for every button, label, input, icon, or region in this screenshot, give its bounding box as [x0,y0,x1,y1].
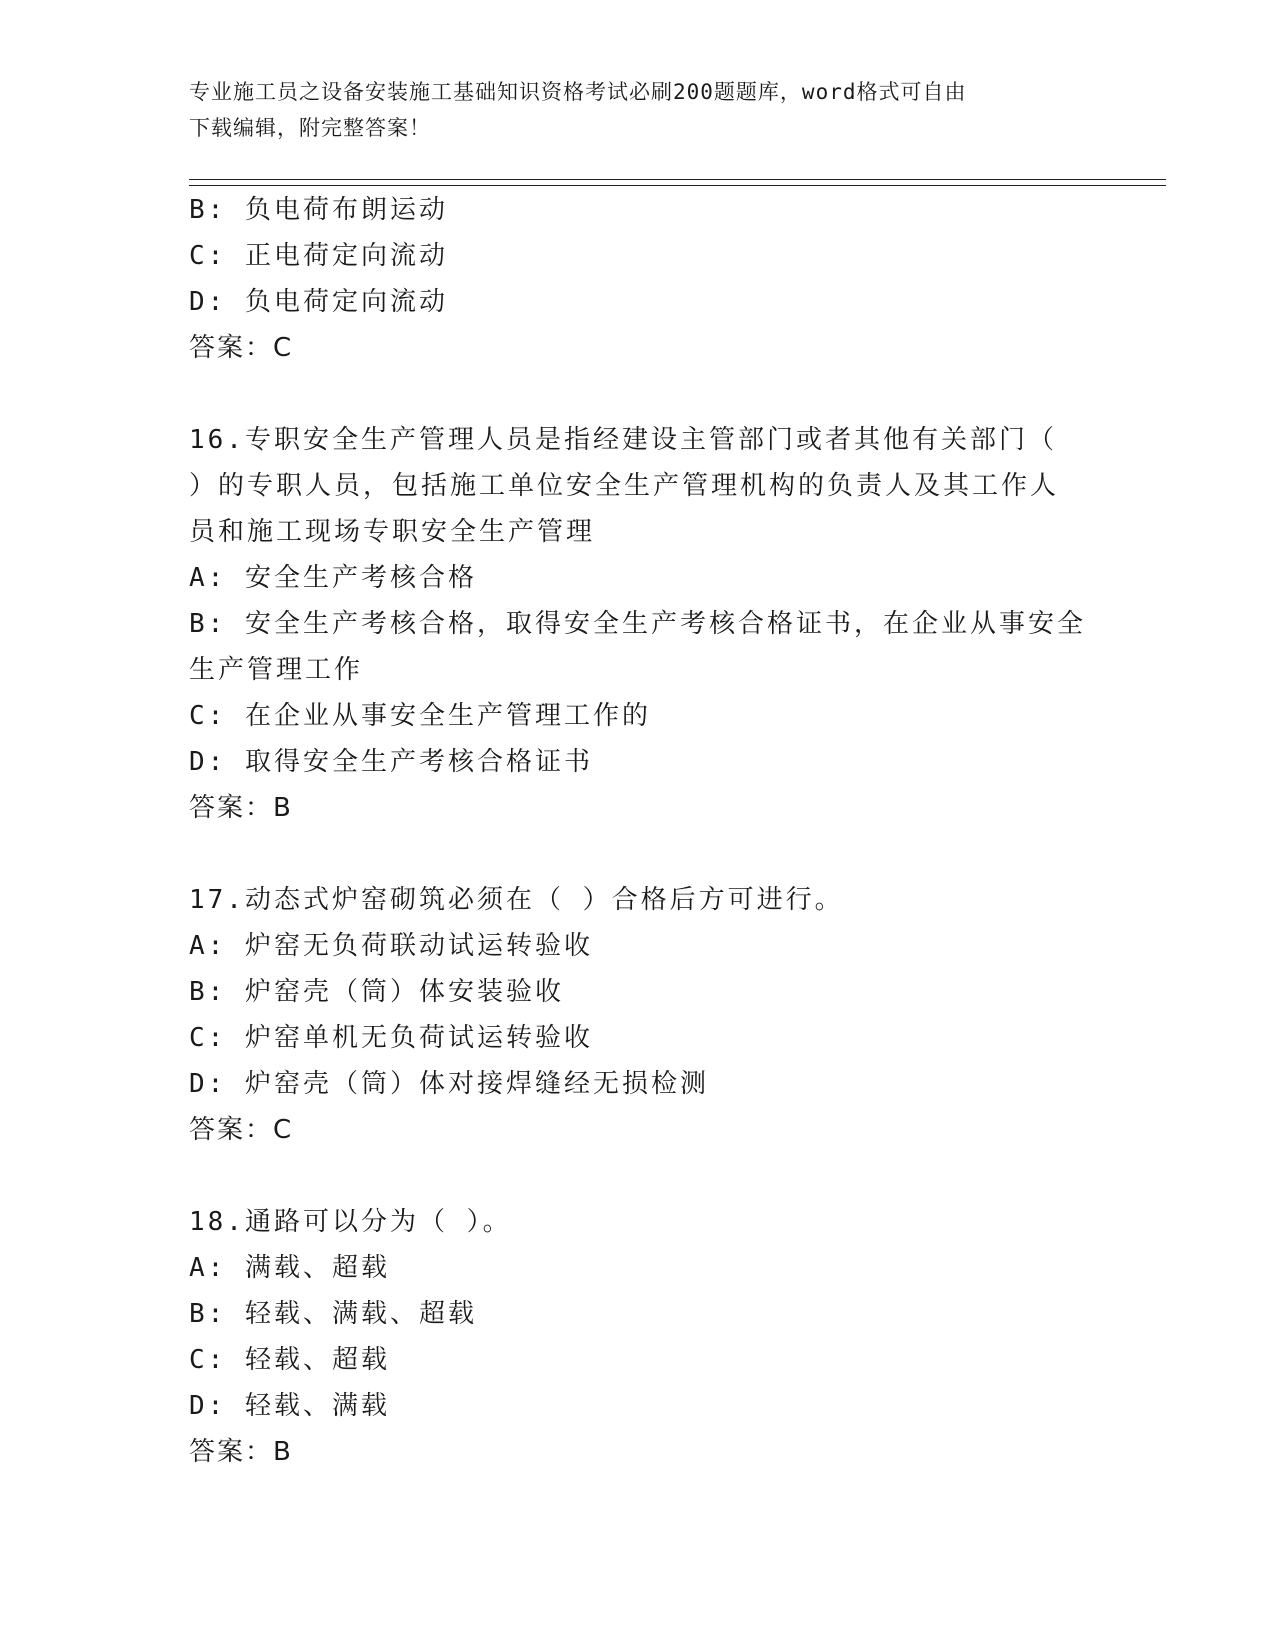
spacer [189,1153,1089,1199]
q16-option-c: C: 在企业从事安全生产管理工作的 [189,701,651,731]
q16-stem-line-2: ）的专职人员，包括施工单位安全生产管理机构的负责人及其工作人 [189,471,1060,501]
question-17 [189,877,1089,1153]
q16-answer: 答案：B [189,793,293,823]
q18-option-c: C: 轻载、超载 [189,1345,390,1375]
q17-option-a: A: 炉窑无负荷联动试运转验收 [189,931,593,961]
header-divider-top [189,179,1166,180]
q17-option-c: C: 炉窑单机无负荷试运转验收 [189,1023,593,1053]
q17-option-d: D: 炉窑壳（筒）体对接焊缝经无损检测 [189,1069,709,1099]
q18-stem: 18.通路可以分为（ ）。 [189,1207,512,1237]
question-18 [189,1199,1089,1475]
q18-answer: 答案：B [189,1437,293,1467]
q16-stem-line-1: 16.专职安全生产管理人员是指经建设主管部门或者其他有关部门（ [189,425,1057,455]
q16-option-b-line-2: 生产管理工作 [189,655,364,685]
q18-option-d: D: 轻载、满载 [189,1391,390,1421]
q16-option-b-line-1: B: 安全生产考核合格，取得安全生产考核合格证书，在企业从事安全 [189,609,1086,639]
q17-stem: 17.动态式炉窑砌筑必须在（ ）合格后方可进行。 [189,885,844,915]
q16-stem-line-3: 员和施工现场专职安全生产管理 [189,517,596,547]
document-header [189,74,1069,146]
question-16 [189,417,1089,831]
header-title-line-2: 下载编辑，附完整答案！ [189,116,431,140]
question-15-tail [189,187,1089,371]
q16-option-d: D: 取得安全生产考核合格证书 [189,747,593,777]
q15-option-c: C: 正电荷定向流动 [189,241,448,271]
q15-option-d: D: 负电荷定向流动 [189,287,448,317]
header-divider-bottom [189,185,1166,186]
q17-option-b: B: 炉窑壳（筒）体安装验收 [189,977,564,1007]
q16-option-a: A: 安全生产考核合格 [189,563,477,593]
q15-answer: 答案：C [189,333,294,363]
question-list [189,187,1089,1475]
header-title-line-1: 专业施工员之设备安装施工基础知识资格考试必刷200题题库，word格式可自由 [189,80,967,104]
spacer [189,831,1089,877]
spacer [189,371,1089,417]
q15-option-b: B: 负电荷布朗运动 [189,195,448,225]
q18-option-a: A: 满载、超载 [189,1253,390,1283]
q17-answer: 答案：C [189,1115,294,1145]
q18-option-b: B: 轻载、满载、超载 [189,1299,477,1329]
